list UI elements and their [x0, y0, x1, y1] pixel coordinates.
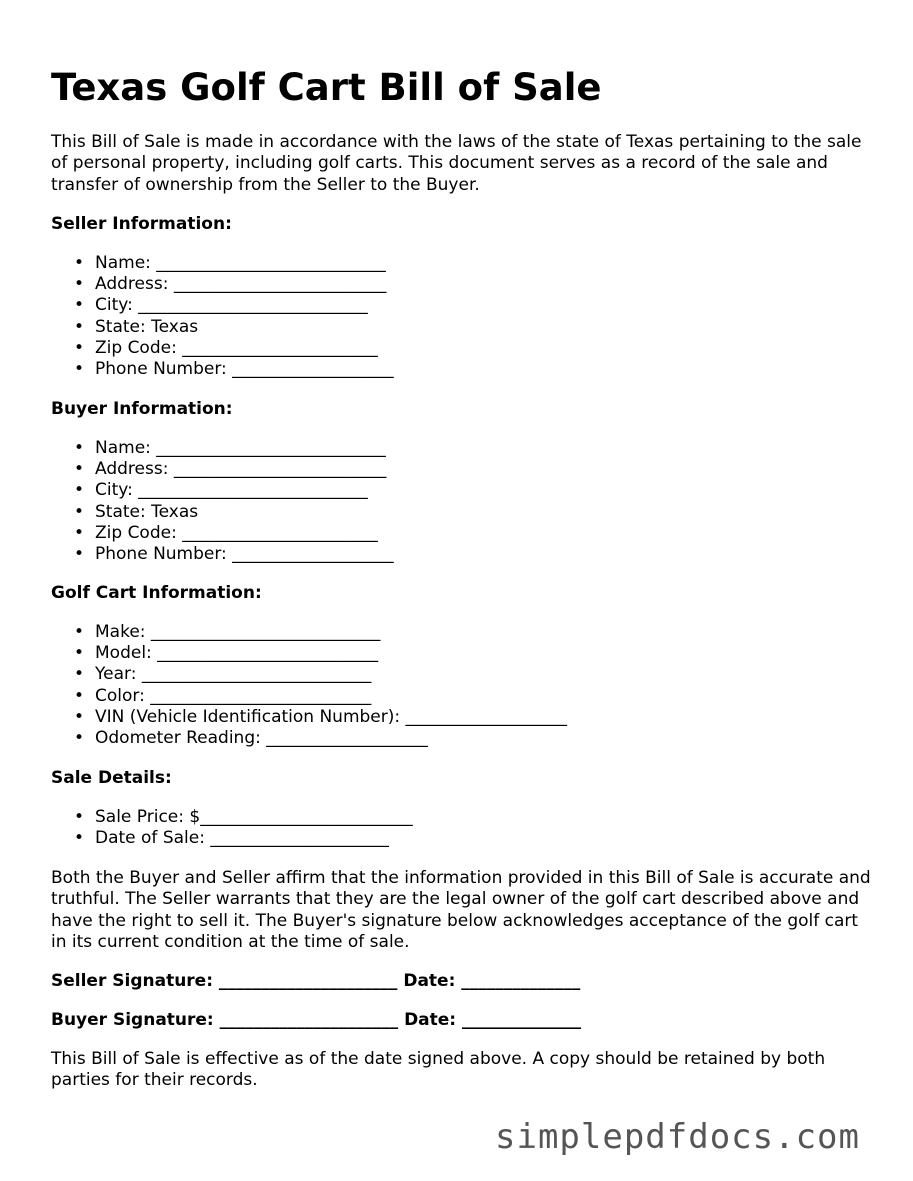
list-item [51, 622, 567, 643]
list-item [51, 480, 394, 501]
seller-name-field: Name: ___________________________ [95, 253, 386, 273]
list-item [51, 664, 567, 685]
cart-color-field: Color: __________________________ [95, 685, 372, 706]
list-item [51, 338, 394, 359]
seller-phone-field: Phone Number: ___________________ [95, 359, 394, 380]
buyer-signature-line: Buyer Signature: _____________________ Date: ______________ [51, 1010, 582, 1030]
bullet-icon: • [74, 522, 85, 543]
list-item [51, 459, 394, 480]
bullet-icon: • [74, 685, 85, 706]
seller-state-field: State: Texas [95, 316, 199, 337]
buyer-zip-field: Zip Code: _______________________ [95, 522, 378, 543]
list-item [51, 686, 567, 707]
bullet-icon: • [74, 807, 85, 827]
bullet-icon: • [74, 728, 85, 749]
bullet-icon: • [74, 337, 85, 358]
list-item [51, 523, 394, 544]
bullet-icon: • [74, 544, 85, 565]
seller-zip-field: Zip Code: _______________________ [95, 337, 378, 358]
document-title: Texas Golf Cart Bill of Sale [51, 66, 602, 109]
list-item [51, 502, 394, 523]
closing-paragraph: This Bill of Sale is effective as of the date signed above. A copy should be retained by both parties for their records. [51, 1049, 826, 1091]
sale-price-field: Sale Price: $_________________________ [95, 807, 413, 827]
intro-paragraph: This Bill of Sale is made in accordance with the laws of the state of Texas pertaining to the sale of personal property, including golf carts. This document serves as a record of the sale and transfer of ownership from the Seller to the Buyer. [51, 132, 862, 195]
list-item [51, 728, 567, 749]
sale-details-heading: Sale Details: [51, 768, 172, 788]
bullet-icon: • [74, 459, 85, 480]
bullet-icon: • [74, 480, 85, 501]
sale-date-field: Date of Sale: _____________________ [95, 828, 389, 849]
sale-details-list [51, 807, 413, 849]
cart-model-field: Model: __________________________ [95, 643, 379, 664]
cart-make-field: Make: ___________________________ [95, 622, 381, 642]
bullet-icon: • [74, 501, 85, 522]
seller-heading: Seller Information: [51, 214, 232, 234]
list-item [51, 544, 394, 565]
list-item [51, 359, 394, 380]
golf-cart-heading: Golf Cart Information: [51, 583, 262, 603]
buyer-name-field: Name: ___________________________ [95, 438, 386, 458]
seller-city-field: City: ___________________________ [95, 295, 368, 316]
buyer-city-field: City: ___________________________ [95, 480, 368, 501]
seller-info-list [51, 253, 394, 380]
buyer-address-field: Address: _________________________ [95, 459, 387, 480]
buyer-phone-field: Phone Number: ___________________ [95, 544, 394, 565]
bullet-icon: • [74, 622, 85, 642]
bullet-icon: • [74, 274, 85, 295]
watermark-logo: simplepdfdocs.com [495, 1117, 860, 1157]
cart-vin-field: VIN (Vehicle Identification Number): ___________________ [95, 706, 568, 727]
list-item [51, 253, 394, 274]
bullet-icon: • [74, 359, 85, 380]
list-item [51, 317, 394, 338]
list-item [51, 438, 394, 459]
buyer-info-list [51, 438, 394, 565]
buyer-state-field: State: Texas [95, 501, 199, 522]
seller-signature-line: Seller Signature: _____________________ Date: ______________ [51, 971, 581, 991]
bullet-icon: • [74, 828, 85, 849]
cart-year-field: Year: ___________________________ [95, 664, 372, 685]
bullet-icon: • [74, 643, 85, 664]
list-item [51, 807, 413, 828]
bullet-icon: • [74, 295, 85, 316]
bullet-icon: • [74, 316, 85, 337]
bullet-icon: • [74, 253, 85, 273]
list-item [51, 274, 394, 295]
cart-odometer-field: Odometer Reading: ___________________ [95, 728, 428, 749]
bullet-icon: • [74, 438, 85, 458]
affirmation-paragraph: Both the Buyer and Seller affirm that the information provided in this Bill of Sale is accurate and truthful. The Seller warrants that they are the legal owner of the golf cart described above and have the right to sell it. The Buyer's signature below acknowledges acceptance of the golf cart in its current condition at the time of sale. [51, 868, 871, 952]
bullet-icon: • [74, 664, 85, 685]
list-item [51, 707, 567, 728]
buyer-heading: Buyer Information: [51, 399, 233, 419]
list-item [51, 295, 394, 316]
list-item [51, 643, 567, 664]
bullet-icon: • [74, 706, 85, 727]
golf-cart-info-list [51, 622, 567, 749]
list-item [51, 828, 413, 849]
seller-address-field: Address: _________________________ [95, 274, 387, 295]
